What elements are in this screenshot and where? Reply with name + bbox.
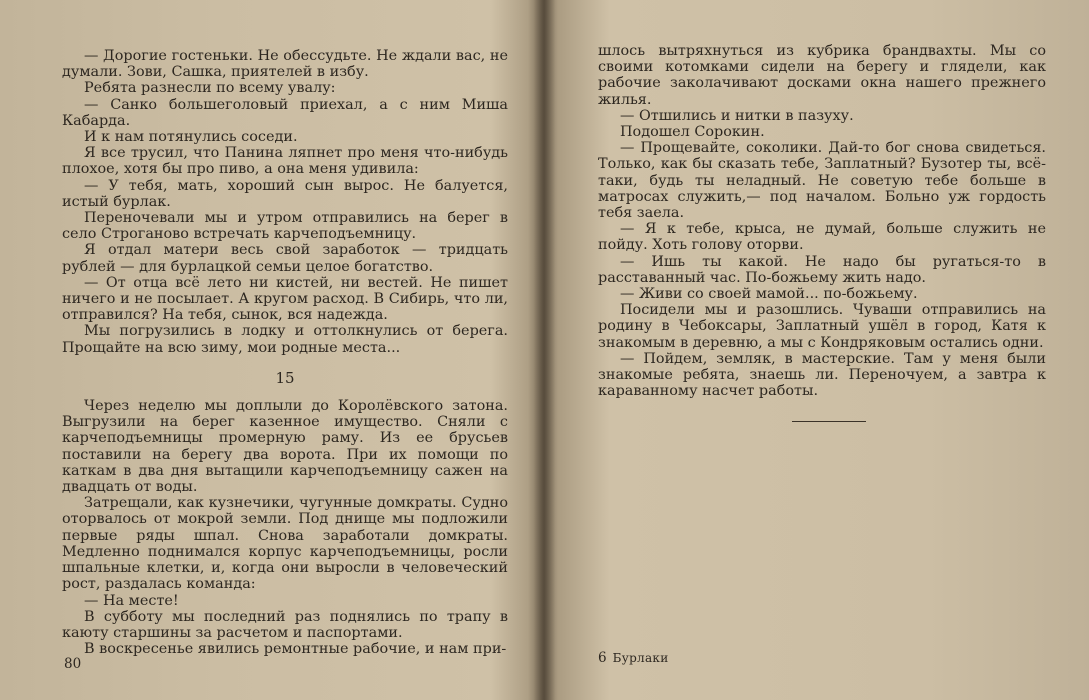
paragraph: — Отшились и нитки в пазуху.	[620, 107, 854, 124]
signature-mark	[598, 650, 669, 666]
paragraph: — Дорогие гостеньки. Не обессудьте. Не ждали вас, не думали. Зови, Сашка, приятелей в избу.	[62, 48, 508, 81]
paragraph: Переночевали мы и утром отправились на берег в село Строганово встречать карчеподъемницу.	[62, 210, 508, 243]
left-page	[62, 0, 508, 700]
chapter-number: 15	[275, 368, 295, 387]
paragraph: Затрещали, как кузнечики, чугунные домкраты. Судно оторвалось от мокрой земли. Под днище мы подложили первые ряды шпал. Снова заработали домкраты. Медленно поднимался корпус карчеподъемницы, росли шпальные клетки, и, когда они выросли в человеческий рост, раздалась команда:	[62, 495, 508, 593]
paragraph: — На месте!	[84, 592, 179, 609]
paragraph: — Санко большеголовый приехал, а с ним Миша Кабарда.	[62, 96, 508, 129]
right-page	[598, 0, 1046, 700]
page-number: 80	[64, 656, 82, 672]
paragraph: Я все трусил, что Панина ляпнет про меня что-нибудь плохое, хотя бы про пиво, а она меня удивила:	[62, 145, 508, 178]
paragraph: Подошел Сорокин.	[620, 124, 765, 141]
paragraph: И к нам потянулись соседи.	[84, 129, 298, 146]
paragraph: — Прощевайте, соколики. Дай-то бог снова свидеться. Только, как бы сказать тебе, Заплатный? Бузотер ты, всё-таки, будь ты неладный. Не советую тебе больше в матросах служить,— под началом. Больно уж гордость тебя заела.	[598, 140, 1046, 222]
paragraph: — Ишь ты какой. Не надо бы ругаться-то в расставанный час. По-божьему жить надо.	[598, 253, 1046, 286]
gutter-shadow	[528, 0, 558, 700]
paragraph: Посидели мы и разошлись. Чуваши отправились на родину в Чебоксары, Заплатный ушёл в город, Катя к знакомым в деревню, а мы с Кондряковым остались одни.	[598, 302, 1046, 351]
paragraph: — Я к тебе, крыса, не думай, больше служить не пойду. Хоть голову оторви.	[598, 221, 1046, 254]
right-page-text	[598, 43, 1046, 399]
paragraph: — У тебя, мать, хороший сын вырос. Не балуется, истый бурлак.	[62, 177, 508, 210]
paragraph: — Живи со своей мамой... по-божьему.	[620, 286, 918, 303]
paragraph: Я отдал матери весь свой заработок — тридцать рублей — для бурлацкой семьи целое богатство.	[62, 242, 508, 275]
paragraph: Мы погрузились в лодку и оттолкнулись от берега. Прощайте на всю зиму, мои родные места...	[62, 323, 508, 356]
end-rule	[792, 421, 866, 422]
paragraph-continuation: шлось вытряхнуться из кубрика брандвахты. Мы со своими котомками сидели на берегу и глядели, как рабочие заколачивают досками окна нашего прежнего жилья.	[598, 43, 1046, 108]
paragraph: Через неделю мы доплыли до Королёвского затона. Выгрузили на берег казенное имущество. Сняли с карчеподъемницы промерную раму. Из ее брусьев поставили на берегу два ворота. При их помощи по каткам в два дня вытащили карчеподъемницу сажен на двадцать от воды.	[62, 398, 508, 496]
paragraph: — От отца всё лето ни кистей, ни вестей. Не пишет ничего и не посылает. А кругом расход. В Сибирь, что ли, отправился? На тебя, сынок, вся надежда.	[62, 274, 508, 324]
paragraph: В субботу мы последний раз поднялись по трапу в каюту старшины за расчетом и паспортами.	[62, 608, 508, 641]
signature-number: 6	[598, 650, 607, 666]
paragraph: В воскресенье явились ремонтные рабочие, и нам при-	[84, 641, 507, 658]
paragraph: Ребята разнесли по всему увалу:	[84, 80, 336, 97]
signature-title: Бурлаки	[612, 651, 669, 665]
left-page-text	[62, 48, 508, 657]
paragraph: — Пойдем, земляк, в мастерские. Там у меня были знакомые ребята, знаешь ли. Переночуем, а завтра к караванному насчет работы.	[598, 350, 1046, 400]
